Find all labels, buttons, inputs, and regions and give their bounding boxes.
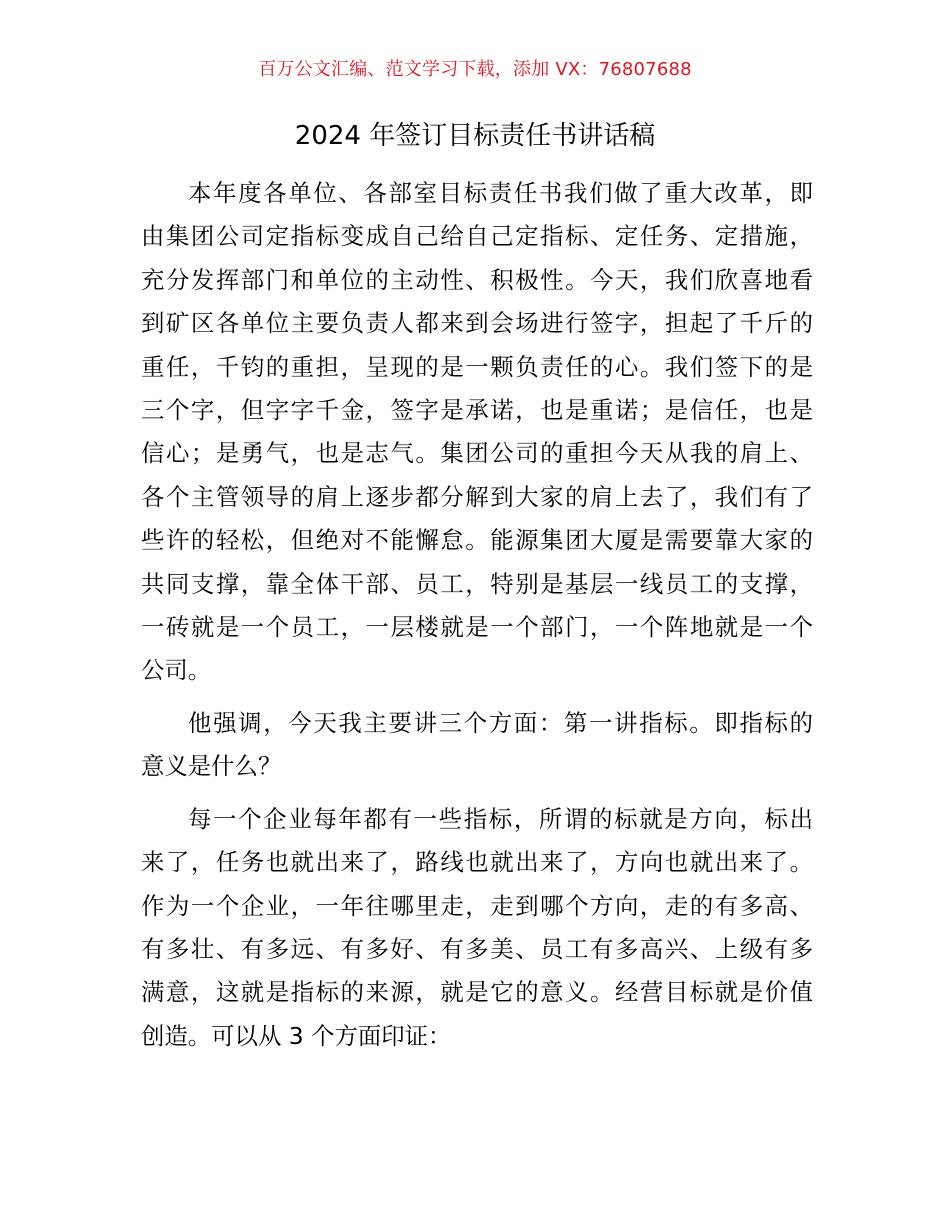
- text-line: 作为一个企业，一年往哪里走，走到哪个方向，走的有多高、: [141, 891, 813, 920]
- text-line: 创造。可以从 3 个方面印证：: [141, 1021, 452, 1050]
- text-line: 本年度各单位、各部室目标责任书我们做了重大改革，即: [188, 179, 813, 207]
- text-line: 充分发挥部门和单位的主动性、积极性。今天，我们欣喜地看: [141, 265, 813, 294]
- text-line: 各个主管领导的肩上逐步都分解到大家的肩上去了，我们有了: [141, 482, 813, 511]
- paragraph-1: [141, 172, 813, 693]
- text-line: 三个字，但字字千金，签字是承诺，也是重诺；是信任，也是: [141, 396, 813, 425]
- text-line: 满意，这就是指标的来源，就是它的意义。经营目标就是价值: [141, 978, 813, 1007]
- text-line: 每一个企业每年都有一些指标，所谓的标就是方向，标出: [188, 804, 813, 833]
- text-line: 他强调，今天我主要讲三个方面：第一讲指标。即指标的: [188, 708, 813, 737]
- document-title: 2024 年签订目标责任书讲话稿: [294, 121, 656, 151]
- paragraph-2: [141, 702, 813, 789]
- text-line: 共同支撑，靠全体干部、员工，特别是基层一线员工的支撑，: [141, 569, 813, 598]
- text-line: 公司。: [141, 656, 212, 685]
- paragraph-3: [141, 798, 813, 1058]
- text-line: 意义是什么？: [141, 752, 282, 781]
- text-line: 信心；是勇气，也是志气。集团公司的重担今天从我的肩上、: [141, 439, 813, 468]
- text-line: 来了，任务也就出来了，路线也就出来了，方向也就出来了。: [141, 848, 813, 877]
- text-line: 重任，千钧的重担，呈现的是一颗负责任的心。我们签下的是: [141, 352, 813, 381]
- text-line: 到矿区各单位主要负责人都来到会场进行签字，担起了千斤的: [141, 309, 813, 338]
- text-line: 一砖就是一个员工，一层楼就是一个部门，一个阵地就是一个: [141, 613, 813, 642]
- document-body: [141, 172, 813, 1058]
- text-line: 些许的轻松，但绝对不能懈怠。能源集团大厦是需要靠大家的: [141, 526, 813, 555]
- watermark-banner: 百万公文汇编、范文学习下载，添加 VX：76807688: [258, 59, 692, 80]
- text-line: 由集团公司定指标变成自己给自己定指标、定任务、定措施，: [141, 222, 813, 251]
- text-line: 有多壮、有多远、有多好、有多美、员工有多高兴、上级有多: [141, 934, 813, 963]
